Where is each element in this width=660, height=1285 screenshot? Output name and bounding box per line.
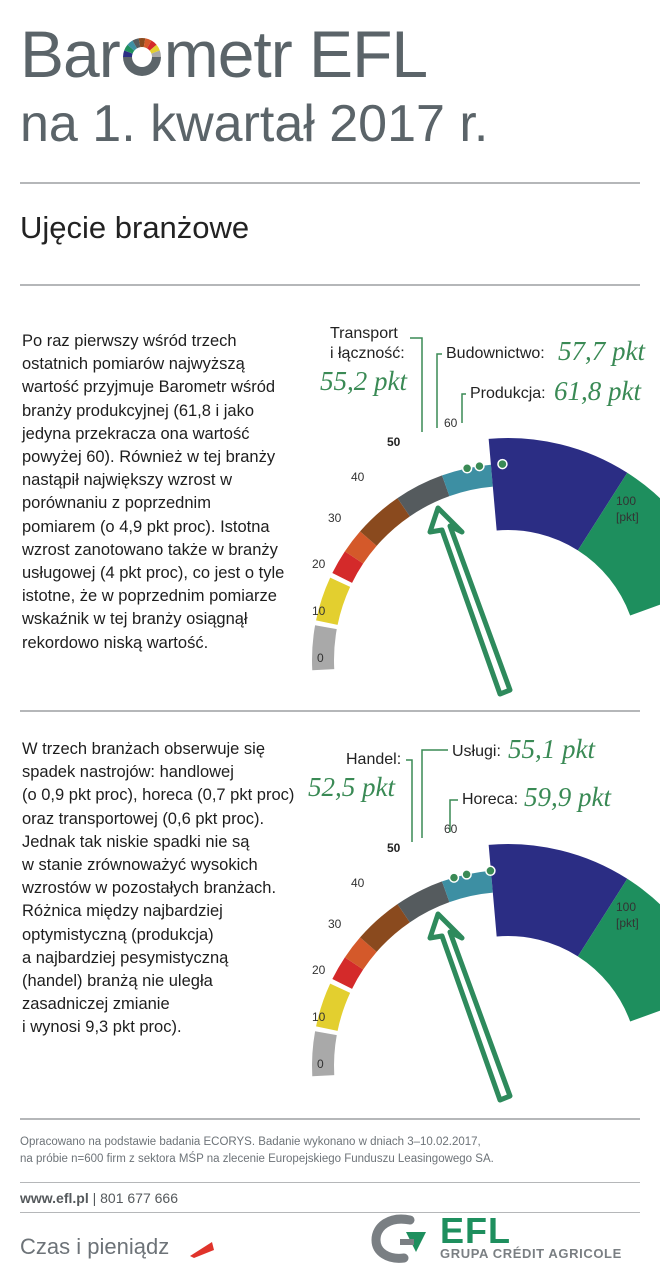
para-line: Różnica między najbardziej xyxy=(22,902,223,921)
paragraph-production xyxy=(22,330,284,655)
divider xyxy=(20,284,640,286)
divider xyxy=(20,1118,640,1120)
separator: | xyxy=(92,1190,97,1206)
scale-label-50: 50 xyxy=(387,435,401,449)
para-line: wartość przyjmuje Barometr wśród xyxy=(22,378,276,397)
label-production: Produkcja: xyxy=(470,385,546,402)
para-line: zasadniczej zmianie xyxy=(22,995,170,1014)
scale-label-50: 50 xyxy=(387,841,401,855)
scale-label-0: 0 xyxy=(317,1057,324,1071)
scale-label-100: 100 xyxy=(616,900,637,914)
slogan-flag-icon xyxy=(188,1238,216,1258)
title-part2: metr EFL xyxy=(163,17,428,91)
label-trade: Handel: xyxy=(346,751,402,768)
value-trade: 52,5 pkt xyxy=(308,772,395,802)
para-line: (o 0,9 pkt proc), horeca (0,7 pkt proc) xyxy=(22,786,295,805)
divider xyxy=(20,1182,640,1183)
slogan: Czas i pieniądz xyxy=(20,1234,170,1259)
phone-number[interactable]: 801 677 666 xyxy=(100,1190,178,1206)
para-line: usługowej (4 pkt proc), co jest o tyle xyxy=(22,564,285,583)
scale-label-10: 10 xyxy=(312,1010,326,1024)
source-note-line: na próbie n=600 firm z sektora MŚP na zlecenie Europejskiego Funduszu Leasingowego SA. xyxy=(20,1153,494,1165)
scale-label-40: 40 xyxy=(351,470,365,484)
scale-label-30: 30 xyxy=(328,511,342,525)
zone-label: rozwój xyxy=(410,856,445,875)
label-transport-2: i łączność: xyxy=(330,345,405,362)
para-line: wzrostów w pozostałych branżach. xyxy=(22,879,277,898)
leader-line xyxy=(437,354,442,428)
ring-bottom xyxy=(123,57,161,76)
leader-line xyxy=(462,394,466,423)
para-line: wzrost zanotowano także w branży xyxy=(22,540,278,559)
source-note xyxy=(20,1134,494,1168)
value-marker-0 xyxy=(449,873,458,882)
scale-label-10: 10 xyxy=(312,604,326,618)
para-line: optymistyczną (produkcja) xyxy=(22,925,214,944)
title-part1: Bar xyxy=(20,17,120,91)
para-line: W trzech branżach obserwuje się xyxy=(22,740,266,758)
scale-label-20: 20 xyxy=(312,963,326,977)
para-line: spadek nastrojów: handlowej xyxy=(22,763,234,782)
segment-0-10 xyxy=(312,1031,337,1076)
arrow-pointer xyxy=(430,914,510,1100)
para-line: rekordowo niską wartość. xyxy=(22,633,209,652)
value-marker-1 xyxy=(462,870,471,879)
segment-0-10 xyxy=(312,625,337,670)
arrow-pointer xyxy=(430,508,510,694)
para-line: istotne, że w poprzednim pomiarze xyxy=(22,587,277,606)
gauge-arrow xyxy=(430,914,510,1100)
scale-label-40: 40 xyxy=(351,876,365,890)
scale-label-60: 60 xyxy=(444,416,458,430)
scale-label-30: 30 xyxy=(328,917,342,931)
value-marker-2 xyxy=(486,866,495,875)
value-horeca: 59,9 pkt xyxy=(524,782,611,812)
leader-line xyxy=(410,338,422,432)
scale-label-100: 100 xyxy=(616,494,637,508)
gauge-arrow xyxy=(430,508,510,694)
label-transport-1: Transport xyxy=(330,325,398,342)
para-line: pomiarem (o 4,9 pkt proc). Istotna xyxy=(22,517,270,536)
scale-label-0: 0 xyxy=(317,651,324,665)
divider xyxy=(20,182,640,184)
page-title xyxy=(20,16,427,92)
value-marker-1 xyxy=(475,462,484,471)
para-line: powyżej 60). Również w tej branży xyxy=(22,448,276,467)
value-marker-2 xyxy=(498,460,507,469)
para-line: branży produkcyjnej (61,8 i jako xyxy=(22,401,255,420)
para-line: w stanie zrównoważyć wysokich xyxy=(22,856,258,875)
paragraph-decline xyxy=(22,738,294,1040)
scale-unit: [pkt] xyxy=(616,916,639,930)
para-line: jedyna przekracza ona wartość xyxy=(22,424,250,443)
para-line: Jednak tak niskie spadki nie są xyxy=(22,832,250,851)
label-services: Usługi: xyxy=(452,743,501,760)
divider xyxy=(20,710,640,712)
value-construction: 57,7 pkt xyxy=(558,336,645,366)
zone-label: rozwój xyxy=(410,450,445,469)
credit-agricole-logo-icon xyxy=(370,1212,434,1264)
scale-label-20: 20 xyxy=(312,557,326,571)
gauge-1 xyxy=(300,310,660,710)
leader-line xyxy=(406,760,412,842)
value-production: 61,8 pkt xyxy=(554,376,641,406)
para-line: i wynosi 9,3 pkt proc). xyxy=(22,1018,182,1037)
scale-unit: [pkt] xyxy=(616,510,639,524)
para-line: a najbardziej pesymistyczną xyxy=(22,948,229,967)
para-line: porównaniu z poprzednim xyxy=(22,494,211,513)
source-note-line: Opracowano na podstawie badania ECORYS. Badanie wykonano w dniach 3–10.02.2017, xyxy=(20,1136,481,1148)
efl-logo xyxy=(370,1210,650,1270)
contact-info xyxy=(20,1190,178,1206)
label-horeca: Horeca: xyxy=(462,791,519,808)
para-line: (handel) branżą nie uległa xyxy=(22,972,213,991)
value-marker-0 xyxy=(463,464,472,473)
para-line: oraz transportowej (0,6 pkt proc). xyxy=(22,809,265,828)
para-line: ostatnich pomiarów najwyższą xyxy=(22,355,245,374)
section-title: Ujęcie branżowe xyxy=(20,210,250,245)
page-subtitle: na 1. kwartał 2017 r. xyxy=(20,95,489,153)
para-line: Po raz pierwszy wśród trzech xyxy=(22,332,237,350)
value-transport: 55,2 pkt xyxy=(320,366,407,396)
para-line: nastąpił największy wzrost w xyxy=(22,471,232,490)
website-link[interactable]: www.efl.pl xyxy=(20,1190,89,1206)
logo-text: EFL xyxy=(440,1210,511,1251)
para-line: wskaźnik w tej branży osiągnął xyxy=(22,610,248,629)
logo-subtext: GRUPA CRÉDIT AGRICOLE xyxy=(440,1246,622,1261)
scale-label-60: 60 xyxy=(444,822,458,836)
label-construction: Budownictwo: xyxy=(446,345,545,362)
gauge-2 xyxy=(300,716,660,1116)
value-services: 55,1 pkt xyxy=(508,734,595,764)
